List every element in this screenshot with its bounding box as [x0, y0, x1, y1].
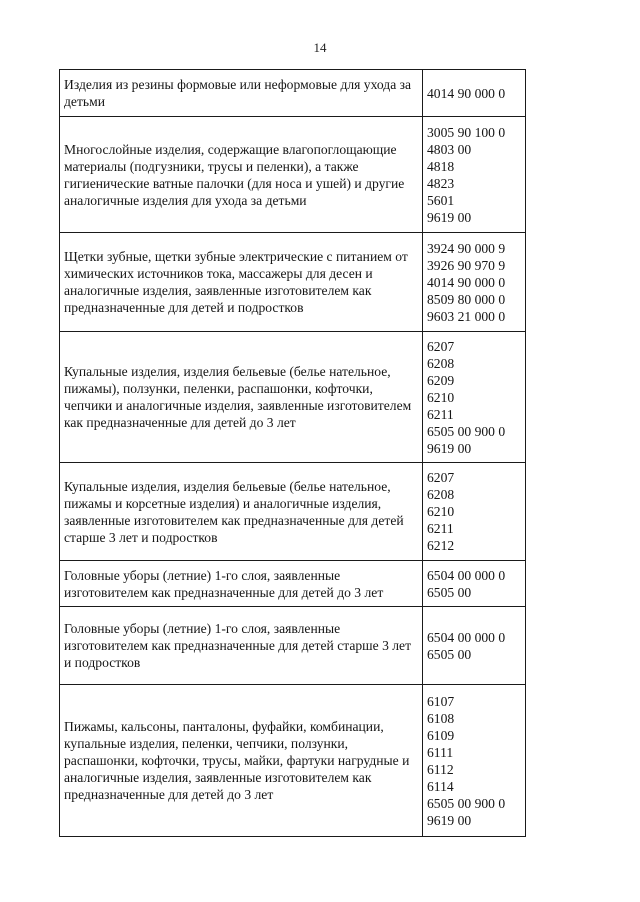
product-description-cell: [60, 332, 423, 463]
tnved-code: 4818: [427, 158, 455, 174]
code-cell: [423, 332, 526, 463]
tnved-code: 6207: [427, 338, 455, 354]
tnved-code: 6112: [427, 761, 454, 777]
tnved-code: 6210: [427, 389, 455, 405]
tnved-code: 4014 90 000 0: [427, 85, 506, 101]
table-row: [60, 332, 526, 463]
product-description-cell: [60, 463, 423, 561]
tnved-code: 6107: [427, 693, 455, 709]
tnved-code: 6211: [427, 406, 454, 422]
tnved-code: 6210: [427, 504, 455, 519]
tnved-code: 5601: [427, 192, 455, 208]
tnved-code: 6111: [427, 744, 454, 760]
tnved-code: 6504 00 000 0: [427, 567, 506, 583]
tnved-code: 3924 90 000 9: [427, 240, 506, 256]
table-row: [60, 685, 526, 837]
code-cell: [423, 233, 526, 332]
page-number: 14: [313, 40, 327, 55]
product-description: Многослойные изделия, содержащие влагопоглощающие материалы (подгузники, трусы и пеленки), а также гигиенические ватные палочки (для носа и ушей) и другие аналогичные изделия для ухода за детьми: [64, 141, 405, 208]
tnved-code: 6114: [427, 778, 454, 794]
product-description: Головные уборы (летние) 1-го слоя, заявленные изготовителем как предназначенные для детей до 3 лет: [64, 567, 384, 600]
product-description: Щетки зубные, щетки зубные электрические с питанием от химических источников тока, массажеры для десен и аналогичные изделия, заявленные изготовителем как предназначенные для детей и подростков: [64, 249, 408, 315]
tnved-code: 9619 00: [427, 812, 472, 828]
tnved-code: 6505 00: [427, 646, 472, 662]
tnved-code: 4823: [427, 175, 455, 191]
tnved-code: 6208: [427, 487, 455, 502]
product-description-cell: [60, 70, 423, 117]
tnved-code: 6212: [427, 538, 455, 553]
tnved-code: 6207: [427, 470, 455, 485]
tnved-code: 6505 00: [427, 584, 472, 600]
product-description: Изделия из резины формовые или неформовые для ухода за детьми: [64, 77, 412, 109]
table-row: [60, 233, 526, 332]
table-row: [60, 463, 526, 561]
code-cell: [423, 561, 526, 607]
tnved-code: 6505 00 900 0: [427, 423, 506, 439]
tnved-code: 3005 90 100 0: [427, 124, 506, 140]
table-row: [60, 561, 526, 607]
tnved-code: 4014 90 000 0: [427, 274, 506, 290]
tnved-code: 6505 00 900 0: [427, 795, 506, 811]
tnved-code: 8509 80 000 0: [427, 291, 506, 307]
code-cell: [423, 685, 526, 837]
table-row: [60, 70, 526, 117]
code-cell: [423, 463, 526, 561]
tnved-code: 9619 00: [427, 209, 472, 225]
product-description: Купальные изделия, изделия бельевые (белье нательное, пижамы), ползунки, пеленки, распашонки, кофточки, чепчики и аналогичные изделия, заявленные изготовителем как предназначенные для детей до 3 лет: [64, 364, 412, 430]
product-code-table: [59, 69, 526, 837]
tnved-code: 9603 21 000 0: [427, 308, 506, 324]
tnved-code: 4803 00: [427, 141, 472, 157]
tnved-code: 6108: [427, 710, 455, 726]
product-description: Пижамы, кальсоны, панталоны, фуфайки, комбинации, купальные изделия, пеленки, чепчики, ползунки, распашонки, кофточки, трусы, майки, фартуки нагрудные и аналогичные изделия, заявленные изготовителем как предназначенные для детей до 3 лет: [64, 719, 410, 802]
product-description: Купальные изделия, изделия бельевые (белье нательное, пижамы и корсетные изделия) и аналогичные изделия, заявленные изготовителем как предназначенные для детей старше 3 лет и подростков: [64, 478, 404, 545]
product-description-cell: [60, 233, 423, 332]
tnved-code: 3926 90 970 9: [427, 257, 506, 273]
table-row: [60, 117, 526, 233]
product-description-cell: [60, 117, 423, 233]
tnved-code: 6211: [427, 521, 454, 536]
table-row: [60, 607, 526, 685]
code-cell: [423, 70, 526, 117]
code-cell: [423, 607, 526, 685]
product-description: Головные уборы (летние) 1-го слоя, заявленные изготовителем как предназначенные для детей старше 3 лет и подростков: [64, 621, 412, 670]
product-description-cell: [60, 561, 423, 607]
tnved-code: 6504 00 000 0: [427, 629, 506, 645]
tnved-code: 6209: [427, 372, 455, 388]
code-cell: [423, 117, 526, 233]
tnved-code: 6208: [427, 355, 455, 371]
tnved-code: 6109: [427, 727, 455, 743]
product-description-cell: [60, 607, 423, 685]
product-description-cell: [60, 685, 423, 837]
tnved-code: 9619 00: [427, 440, 472, 456]
